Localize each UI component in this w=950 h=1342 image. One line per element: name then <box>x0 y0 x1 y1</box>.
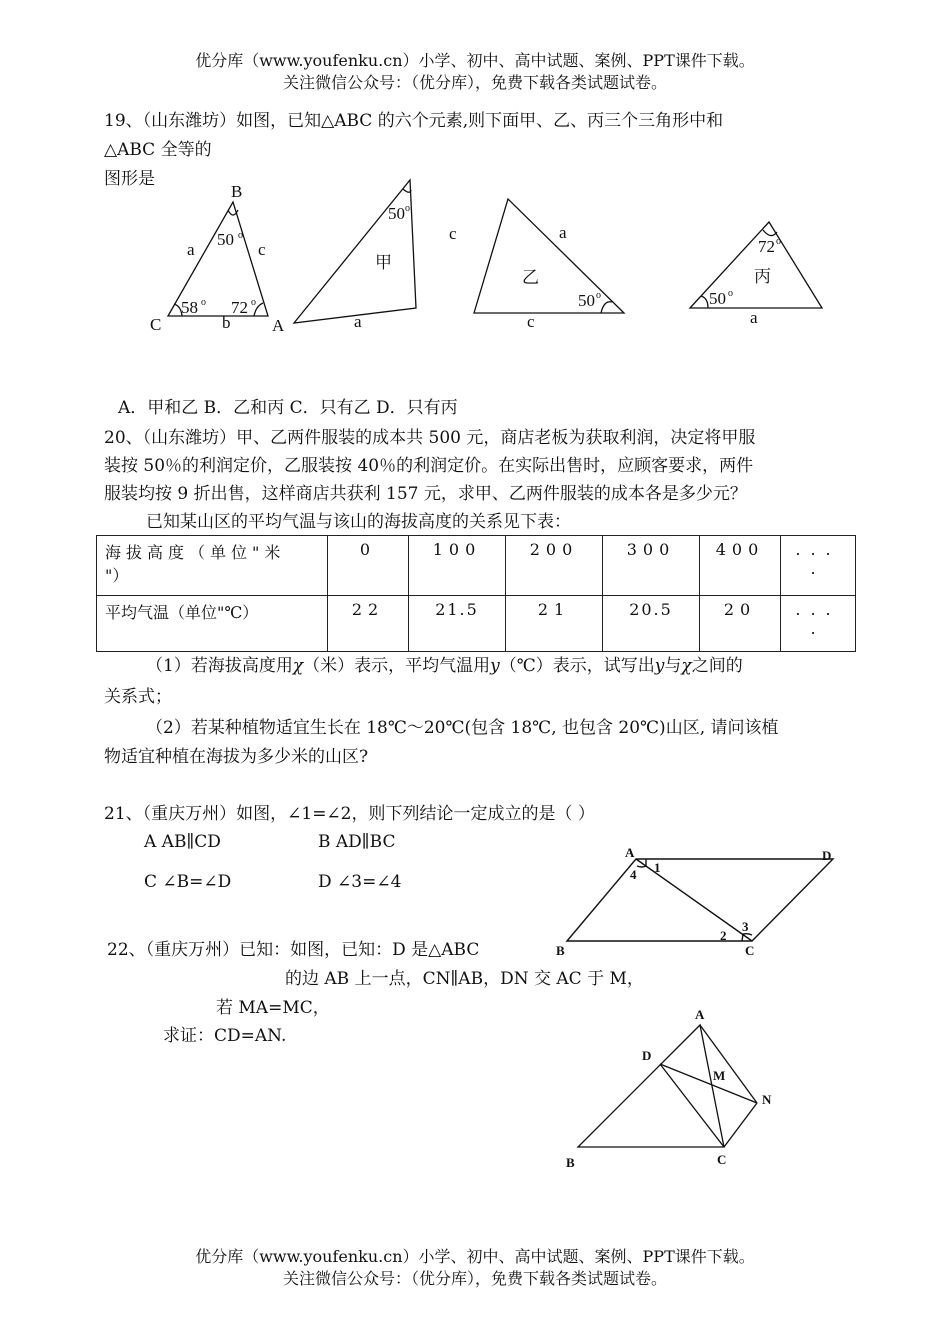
sub1-line-2: 关系式； <box>104 687 172 707</box>
yi-angle: 50 <box>578 291 595 310</box>
q20-table-intro: 已知某山区的平均气温与该山的海拔高度的关系见下表： <box>146 512 571 532</box>
footer-line-1: 优分库（www.youfenku.cn）小学、初中、高中试题、案例、PPT课件下载。 <box>195 1247 755 1266</box>
q22-label-B: B <box>566 1155 575 1170</box>
q22-figure <box>555 1000 785 1175</box>
row1-dots: ... . <box>781 536 856 596</box>
q19-options: A．甲和乙 B．乙和丙 C．只有乙 D．只有丙 <box>118 398 458 418</box>
q21-label-B: B <box>556 943 565 958</box>
yi-name: 乙 <box>522 268 539 287</box>
sub2-line-1: （2）若某种植物适宜生长在 18℃～20℃(包含 18℃, 也包含 20℃)山区, 请问该植 <box>146 718 779 738</box>
q22-line-2: 的边 AB 上一点，CN∥AB，DN 交 AC 于 M， <box>285 969 644 989</box>
deg-1: o <box>238 230 243 241</box>
label-b: b <box>222 313 231 332</box>
angle-B: 50 <box>217 230 234 249</box>
side-c-label: c <box>449 224 457 243</box>
bing-angle-72: 72 <box>758 237 775 256</box>
angle-A: 72 <box>231 298 248 317</box>
deg-6: o <box>776 236 781 247</box>
q21-figure <box>550 840 850 960</box>
q22-line-1: 22、（重庆万州）已知：如图，已知：D 是△ABC <box>107 940 480 960</box>
row2-cell: 20.5 <box>603 596 700 652</box>
q21-label-D: D <box>822 848 832 863</box>
q21-angle-3: 3 <box>742 919 749 934</box>
q22-label-D: D <box>642 1048 652 1063</box>
q20-line-2: 装按 50％的利润定价，乙服装按 40％的利润定价。在实际出售时，应顾客要求，两件 <box>104 456 754 476</box>
yi-side-a: a <box>559 223 567 242</box>
label-c: c <box>258 240 266 259</box>
bing-name: 丙 <box>754 267 771 286</box>
q22-label-C: C <box>717 1152 727 1167</box>
jia-side-a: a <box>354 312 362 331</box>
segment-cn <box>724 1103 757 1147</box>
q22-label-M: M <box>713 1068 726 1083</box>
row1-label: 海拔高度（单位"米 "） <box>97 536 328 596</box>
label-A: A <box>272 316 285 335</box>
q21-option-b: B AD∥BC <box>318 832 396 852</box>
row1-cell: 400 <box>700 536 781 596</box>
triangle-abc <box>578 1025 724 1147</box>
triangle-yi <box>474 199 624 313</box>
row2-cell: 20 <box>700 596 781 652</box>
parallelogram-abcd <box>567 859 833 941</box>
q21-option-c: C ∠B=∠D <box>144 872 232 892</box>
q21-label-A: A <box>625 845 635 860</box>
header-line-2: 关注微信公众号：（优分库），免费下载各类试题试卷。 <box>282 73 667 92</box>
row2-cell: 21.5 <box>409 596 506 652</box>
row2-cell: 22 <box>328 596 409 652</box>
q19-line-2: △ABC 全等的 <box>104 140 212 160</box>
q21-option-d: D ∠3=∠4 <box>318 872 402 892</box>
jia-name: 甲 <box>375 253 392 272</box>
label-C: C <box>150 315 162 334</box>
sub2-line-2: 物适宜种植在海拔为多少米的山区? <box>104 747 369 767</box>
q21-angle-1: 1 <box>654 860 661 875</box>
sub1-line-1: （1）若海拔高度用χ（米）表示，平均气温用y（℃）表示，试写出y与χ之间的 <box>146 656 743 676</box>
angle-C: 58 <box>181 298 198 317</box>
label-B: B <box>231 182 243 201</box>
yi-side-c: c <box>527 312 535 331</box>
q20-line-1: 20、（山东潍坊）甲、乙两件服装的成本共 500 元，商店老板为获取利润，决定将甲服 <box>104 428 756 448</box>
row1-cell: 100 <box>409 536 506 596</box>
deg-3: o <box>251 297 256 308</box>
row1-cell: 300 <box>603 536 700 596</box>
q21-angle-4: 4 <box>630 867 637 882</box>
q22-line-4: 求证：CD=AN. <box>163 1026 287 1046</box>
q20-line-3: 服装均按 9 折出售，这样商店共获利 157 元，求甲、乙两件服装的成本各是多少元？ <box>104 484 747 504</box>
row2-dots: ... . <box>781 596 856 652</box>
q21-angle-2: 2 <box>720 928 727 943</box>
q19-figure <box>140 175 840 345</box>
footer-line-2: 关注微信公众号：（优分库），免费下载各类试题试卷。 <box>282 1269 667 1288</box>
row1-cell: 200 <box>506 536 603 596</box>
deg-5: o <box>596 290 601 301</box>
q21-option-a: A AB∥CD <box>144 832 221 852</box>
deg-2: o <box>201 297 206 308</box>
jia-angle: 50 <box>388 204 405 223</box>
q22-label-A: A <box>695 1007 705 1022</box>
bing-side-a: a <box>750 308 758 327</box>
row1-cell: 0 <box>328 536 409 596</box>
row2-cell: 21 <box>506 596 603 652</box>
deg-7: o <box>728 288 733 299</box>
altitude-temperature-table <box>96 535 856 652</box>
q21-label-C: C <box>745 943 755 958</box>
q22-label-N: N <box>762 1092 772 1107</box>
q19-line-3: 图形是 <box>104 169 155 189</box>
q19-line-1: 19、（山东潍坊）如图，已知△ABC 的六个元素,则下面甲、乙、丙三个三角形中和 <box>104 111 724 131</box>
q22-line-3: 若 MA=MC， <box>216 998 330 1018</box>
triangle-jia <box>294 180 416 323</box>
header-line-1: 优分库（www.youfenku.cn）小学、初中、高中试题、案例、PPT课件下载。 <box>195 51 755 70</box>
bing-angle-50: 50 <box>709 289 726 308</box>
deg-4: o <box>405 203 410 214</box>
label-a: a <box>187 240 195 259</box>
q21-stem: 21、（重庆万州）如图，∠1=∠2，则下列结论一定成立的是（ ） <box>104 804 595 824</box>
row2-label: 平均气温（单位"℃） <box>97 596 328 652</box>
